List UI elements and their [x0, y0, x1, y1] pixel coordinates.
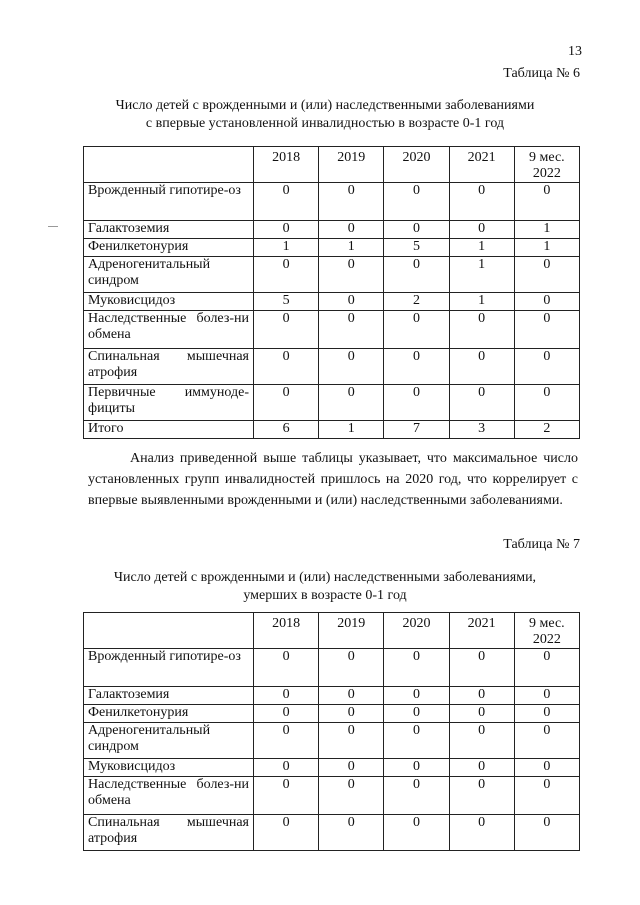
- row-name: Муковисцидоз: [84, 759, 254, 777]
- row-value: 0: [449, 777, 514, 815]
- table6-label: Таблица № 6: [503, 66, 580, 81]
- table6-header-cell: 2018: [254, 147, 319, 183]
- row-value: 7: [384, 421, 449, 439]
- row-value: 0: [514, 687, 579, 705]
- row-value: 0: [449, 723, 514, 759]
- row-name: Врожденный гипотире-оз: [84, 183, 254, 221]
- row-value: 0: [319, 311, 384, 349]
- row-value: 0: [384, 385, 449, 421]
- row-name: Наследственные болез-ни обмена: [84, 777, 254, 815]
- table-row: [84, 183, 580, 221]
- row-name: Адреногенитальный синдром: [84, 257, 254, 293]
- row-value: 0: [384, 649, 449, 687]
- page-number: 13: [568, 44, 582, 59]
- table7-caption-line2: умерших в возрасте 0-1 год: [243, 588, 407, 603]
- table6-header-cell: 2020: [384, 147, 449, 183]
- row-value: 0: [254, 815, 319, 851]
- table-row: [84, 705, 580, 723]
- row-value: 0: [449, 759, 514, 777]
- row-name: Итого: [84, 421, 254, 439]
- row-value: 0: [319, 815, 384, 851]
- row-name: Фенилкетонурия: [84, 239, 254, 257]
- row-value: 0: [514, 723, 579, 759]
- row-value: 0: [319, 687, 384, 705]
- table7-header-cell: 2020: [384, 613, 449, 649]
- row-value: 0: [514, 649, 579, 687]
- row-name: Муковисцидоз: [84, 293, 254, 311]
- table-row: [84, 385, 580, 421]
- row-value: 0: [254, 723, 319, 759]
- table6-caption-line2: с впервые установленной инвалидностью в возрасте 0-1 год: [145, 116, 505, 131]
- row-value: 3: [449, 421, 514, 439]
- row-value: 1: [514, 221, 579, 239]
- row-value: 1: [449, 257, 514, 293]
- table-row: [84, 293, 580, 311]
- row-value: 0: [319, 221, 384, 239]
- table6-header-cell: [84, 147, 254, 183]
- row-value: 0: [319, 759, 384, 777]
- table6-body: [84, 183, 580, 439]
- table-row: [84, 221, 580, 239]
- table6-caption: [60, 97, 590, 133]
- table6-header-row: [84, 147, 580, 183]
- row-value: 0: [514, 705, 579, 723]
- row-value: 0: [514, 311, 579, 349]
- table6: [83, 146, 580, 439]
- row-value: 0: [384, 221, 449, 239]
- table6-header-cell: 2021: [449, 147, 514, 183]
- row-value: 2: [384, 293, 449, 311]
- row-name: Первичные иммуноде-фициты: [84, 385, 254, 421]
- table-row: [84, 349, 580, 385]
- row-value: 0: [514, 815, 579, 851]
- table6-caption-line1: Число детей с врожденными и (или) наследственными заболеваниями: [115, 98, 535, 113]
- row-value: 0: [254, 705, 319, 723]
- row-name: Галактоземия: [84, 221, 254, 239]
- row-value: 0: [514, 293, 579, 311]
- table-row: [84, 311, 580, 349]
- row-value: 0: [514, 183, 579, 221]
- row-value: 0: [254, 777, 319, 815]
- row-name: Фенилкетонурия: [84, 705, 254, 723]
- row-value: 0: [514, 257, 579, 293]
- row-value: 1: [319, 421, 384, 439]
- row-value: 0: [254, 385, 319, 421]
- row-value: 1: [319, 239, 384, 257]
- row-value: 0: [384, 777, 449, 815]
- row-value: 0: [449, 183, 514, 221]
- row-value: 0: [384, 687, 449, 705]
- row-value: 0: [384, 815, 449, 851]
- table7-header-cell: 2018: [254, 613, 319, 649]
- table7-label: Таблица № 7: [503, 537, 580, 552]
- row-value: 5: [254, 293, 319, 311]
- table7: [83, 612, 580, 851]
- row-value: 5: [384, 239, 449, 257]
- table7-caption-line1: Число детей с врожденными и (или) наследственными заболеваниями,: [113, 570, 537, 585]
- row-value: 0: [514, 759, 579, 777]
- row-value: 0: [449, 349, 514, 385]
- row-value: 0: [384, 257, 449, 293]
- row-value: 0: [254, 183, 319, 221]
- row-value: 0: [254, 759, 319, 777]
- row-value: 0: [384, 349, 449, 385]
- row-value: 0: [319, 649, 384, 687]
- row-value: 0: [319, 349, 384, 385]
- table-row: [84, 649, 580, 687]
- row-value: 0: [449, 705, 514, 723]
- row-value: 0: [449, 815, 514, 851]
- row-value: 0: [319, 723, 384, 759]
- row-value: 2: [514, 421, 579, 439]
- table6-header-cell: 2019: [319, 147, 384, 183]
- row-value: 0: [319, 385, 384, 421]
- row-value: 1: [449, 293, 514, 311]
- row-name: Наследственные болез-ни обмена: [84, 311, 254, 349]
- row-value: 0: [319, 257, 384, 293]
- table-row: [84, 777, 580, 815]
- row-value: 0: [514, 385, 579, 421]
- row-value: 0: [319, 183, 384, 221]
- row-name: Врожденный гипотире-оз: [84, 649, 254, 687]
- row-value: 0: [319, 293, 384, 311]
- row-value: 0: [254, 349, 319, 385]
- table-row: [84, 687, 580, 705]
- row-name: Адреногенитальный синдром: [84, 723, 254, 759]
- table6-header-cell: 9 мес. 2022: [514, 147, 579, 183]
- table7-header-row: [84, 613, 580, 649]
- row-value: 1: [254, 239, 319, 257]
- row-value: 0: [254, 221, 319, 239]
- row-value: 0: [254, 257, 319, 293]
- row-value: 0: [254, 311, 319, 349]
- row-value: 0: [449, 649, 514, 687]
- row-value: 0: [319, 705, 384, 723]
- table-row: [84, 815, 580, 851]
- analysis-paragraph: Анализ приведенной выше таблицы указывает, что максимальное число установленных групп инвалидностей пришлось на 2020 год, что коррелирует с впервые выявленными врожденными и (или) наследственными заболеваниями.: [88, 451, 578, 508]
- row-value: 0: [254, 649, 319, 687]
- table-row: [84, 723, 580, 759]
- table7-header-cell: 2019: [319, 613, 384, 649]
- margin-mark: [48, 226, 58, 227]
- row-value: 1: [514, 239, 579, 257]
- row-value: 0: [514, 349, 579, 385]
- row-name: Галактоземия: [84, 687, 254, 705]
- row-value: 0: [254, 687, 319, 705]
- row-value: 0: [449, 311, 514, 349]
- row-name: Спинальная мышечная атрофия: [84, 349, 254, 385]
- row-value: 0: [384, 311, 449, 349]
- row-value: 1: [449, 239, 514, 257]
- row-value: 0: [384, 705, 449, 723]
- row-value: 0: [449, 687, 514, 705]
- row-value: 0: [384, 723, 449, 759]
- row-value: 6: [254, 421, 319, 439]
- table7-caption: [60, 569, 590, 605]
- row-value: 0: [449, 221, 514, 239]
- row-value: 0: [319, 777, 384, 815]
- table7-header-cell: [84, 613, 254, 649]
- table-row: [84, 759, 580, 777]
- row-value: 0: [449, 385, 514, 421]
- row-value: 0: [384, 759, 449, 777]
- table7-body: [84, 649, 580, 851]
- table-row: [84, 421, 580, 439]
- row-name: Спинальная мышечная атрофия: [84, 815, 254, 851]
- table7-header-cell: 9 мес. 2022: [514, 613, 579, 649]
- row-value: 0: [514, 777, 579, 815]
- table7-header-cell: 2021: [449, 613, 514, 649]
- row-value: 0: [384, 183, 449, 221]
- table-row: [84, 257, 580, 293]
- table-row: [84, 239, 580, 257]
